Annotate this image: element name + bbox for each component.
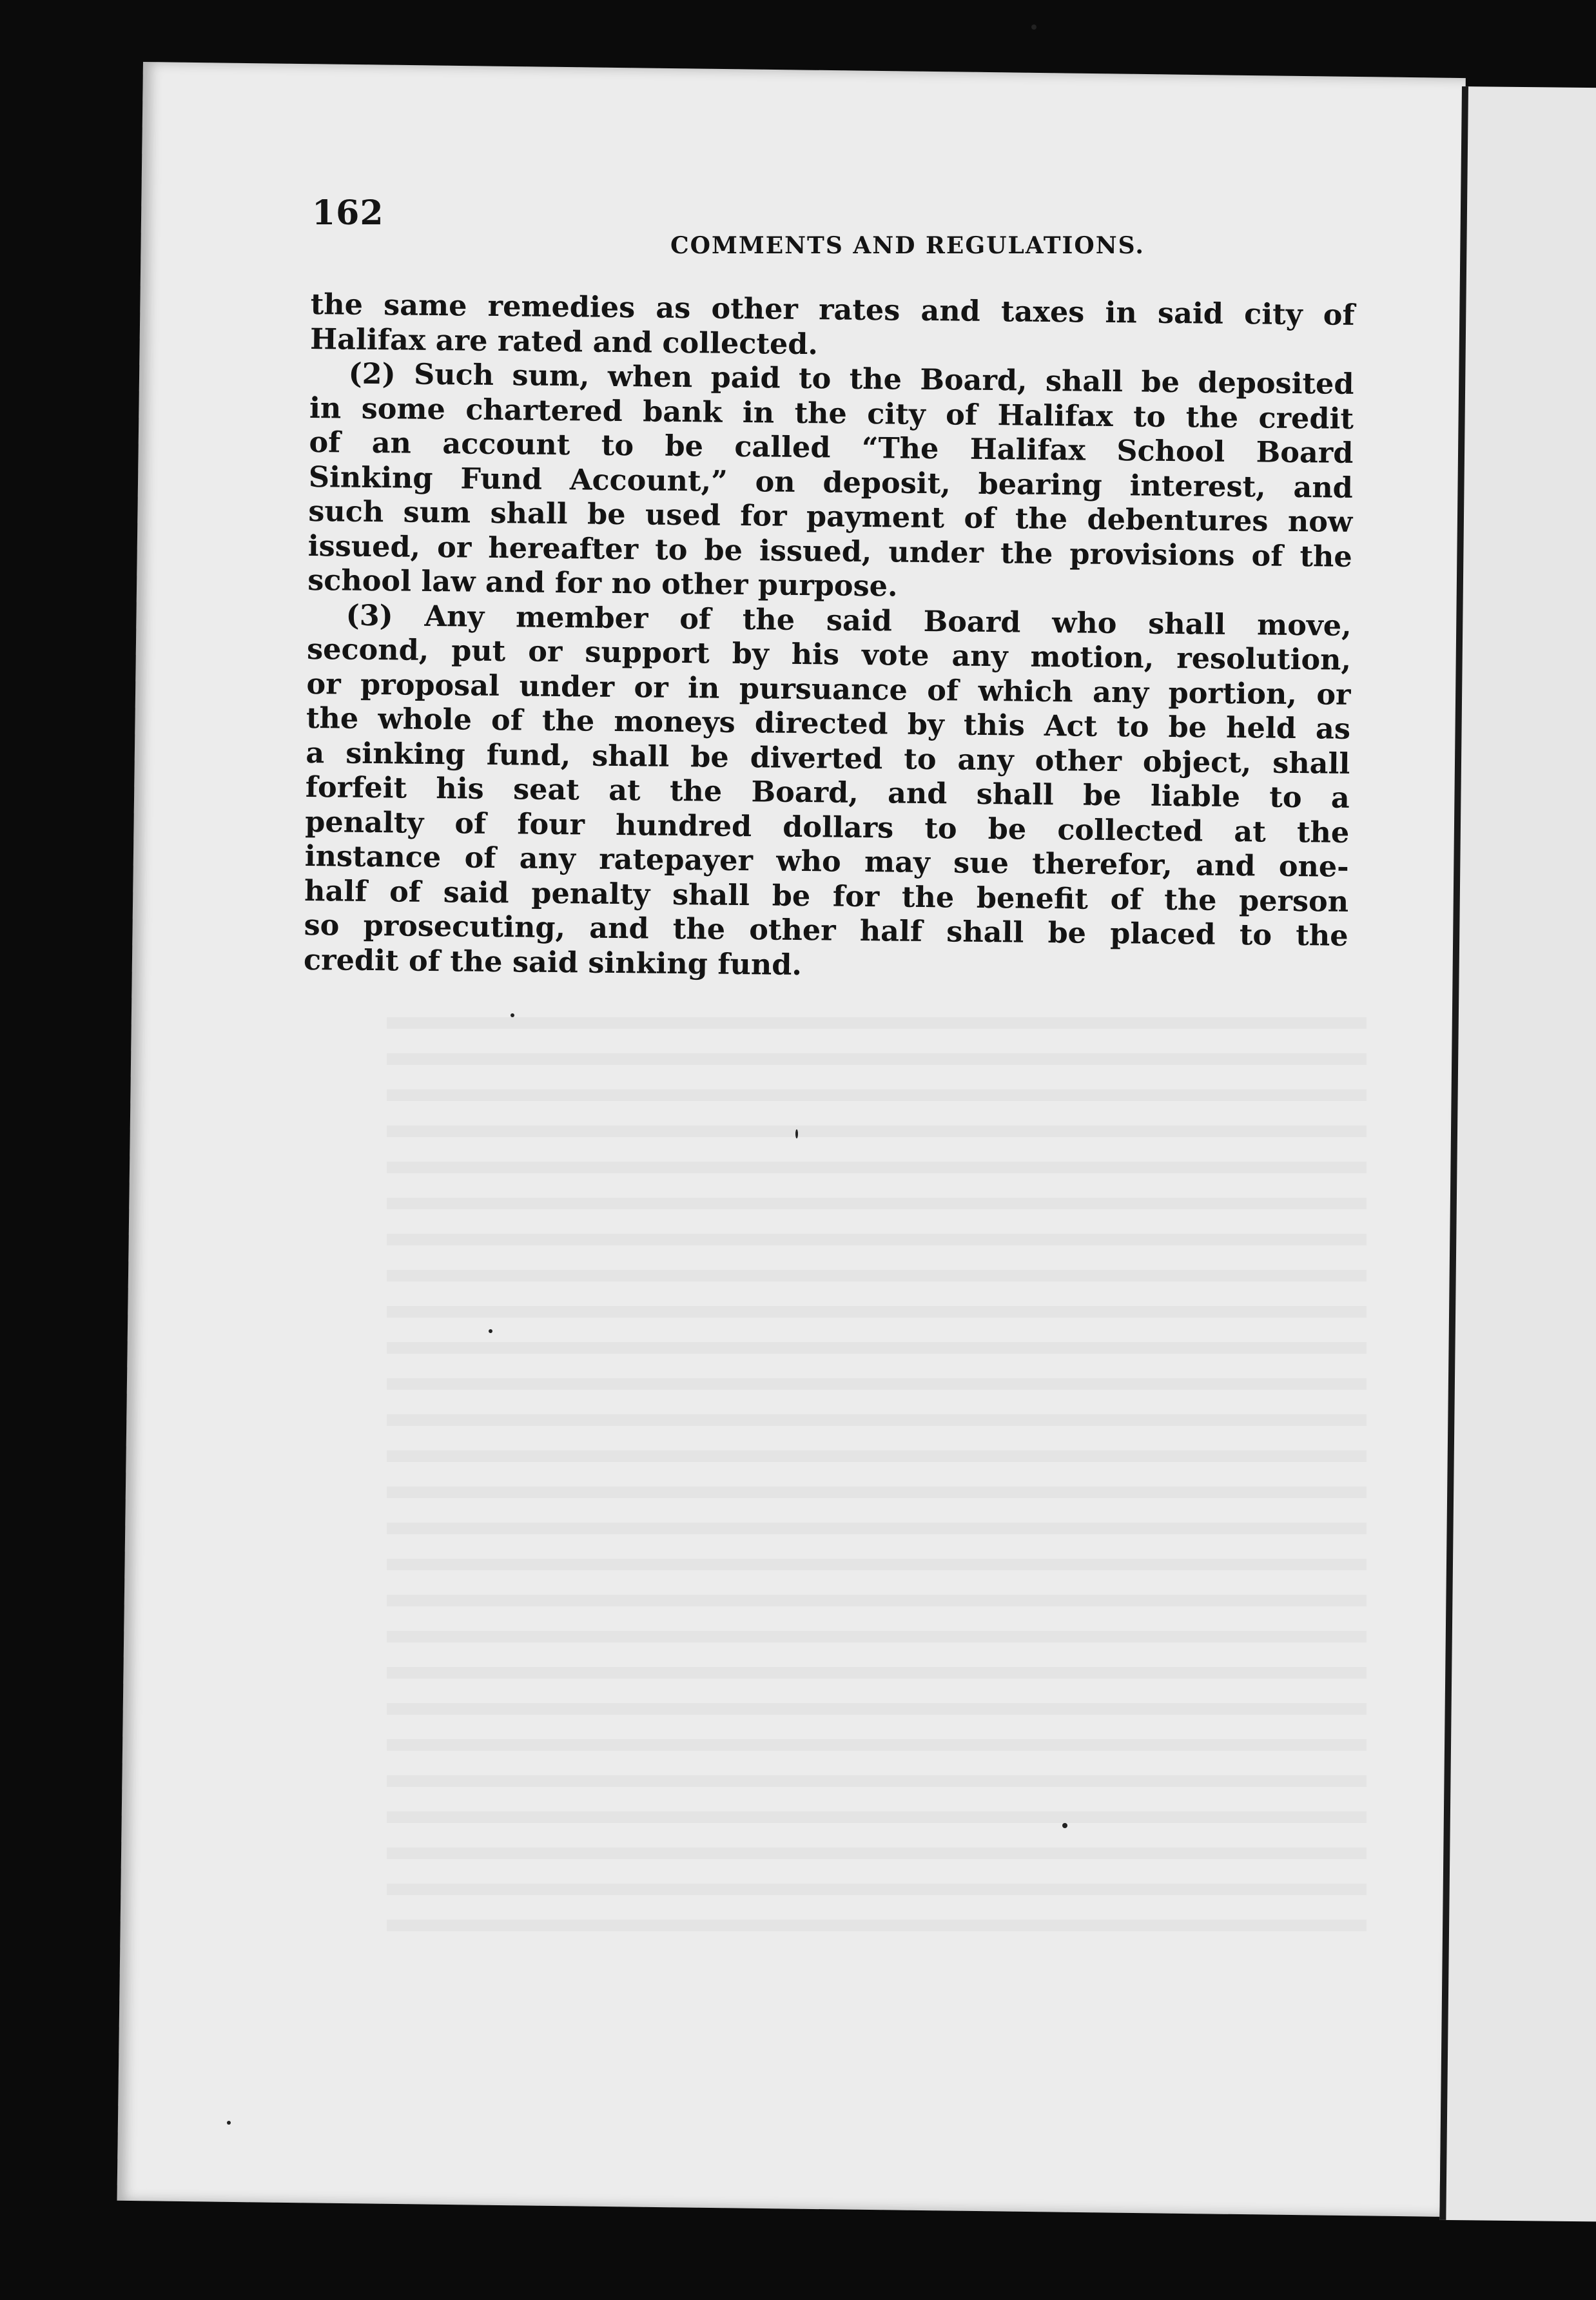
- text-line: issued, or hereafter to be issued, under the provisions of the: [307, 529, 1352, 574]
- body-text: [304, 288, 1355, 988]
- text-line: a sinking fund, shall be diverted to any other object, shall: [306, 736, 1350, 781]
- text-line: school law and for no other purpose.: [307, 563, 898, 603]
- text-line: or proposal under or in pursuance of which any portion, or: [306, 667, 1351, 712]
- text-line: second, put or support by his vote any motion, resolution,: [306, 632, 1352, 677]
- text-line: (2) Such sum, when paid to the Board, shall be deposited: [348, 356, 1354, 401]
- reverse-side-show-through: [387, 993, 1367, 1960]
- running-head: COMMENTS AND REGULATIONS.: [670, 232, 1145, 259]
- dust-speck: [795, 1129, 798, 1138]
- text-line: the same remedies as other rates and taxes in said city of: [310, 288, 1355, 332]
- text-line: half of said penalty shall be for the benefit of the person: [304, 873, 1349, 919]
- text-line: forfeit his seat at the Board, and shall be liable to a: [305, 770, 1350, 815]
- text-line: penalty of four hundred dollars to be collected at the: [305, 804, 1350, 850]
- dust-speck: [227, 2121, 231, 2125]
- text-line: credit of the said sinking fund.: [303, 942, 803, 982]
- dust-speck: [489, 1329, 492, 1333]
- text-line: so prosecuting, and the other half shall be placed to the: [304, 908, 1348, 953]
- dust-speck: [1062, 1823, 1067, 1828]
- text-line: in some chartered bank in the city of Halifax to the credit: [309, 391, 1354, 436]
- dust-speck: [511, 1013, 514, 1017]
- text-line: (3) Any member of the said Board who shall move,: [345, 598, 1352, 643]
- dust-speck: [1031, 24, 1036, 30]
- text-line: of an account to be called “The Halifax School Board: [309, 425, 1354, 470]
- text-line: Sinking Fund Account,” on deposit, bearing interest, and: [308, 460, 1354, 505]
- text-line: Halifax are rated and collected.: [309, 322, 819, 361]
- page-number: 162: [312, 193, 384, 233]
- text-line: such sum shall be used for payment of the debentures now: [308, 494, 1353, 539]
- text-line: instance of any ratepayer who may sue therefor, and one-: [304, 839, 1349, 884]
- text-line: the whole of the moneys directed by this Act to be held as: [306, 701, 1351, 746]
- right-page: [1439, 86, 1596, 2222]
